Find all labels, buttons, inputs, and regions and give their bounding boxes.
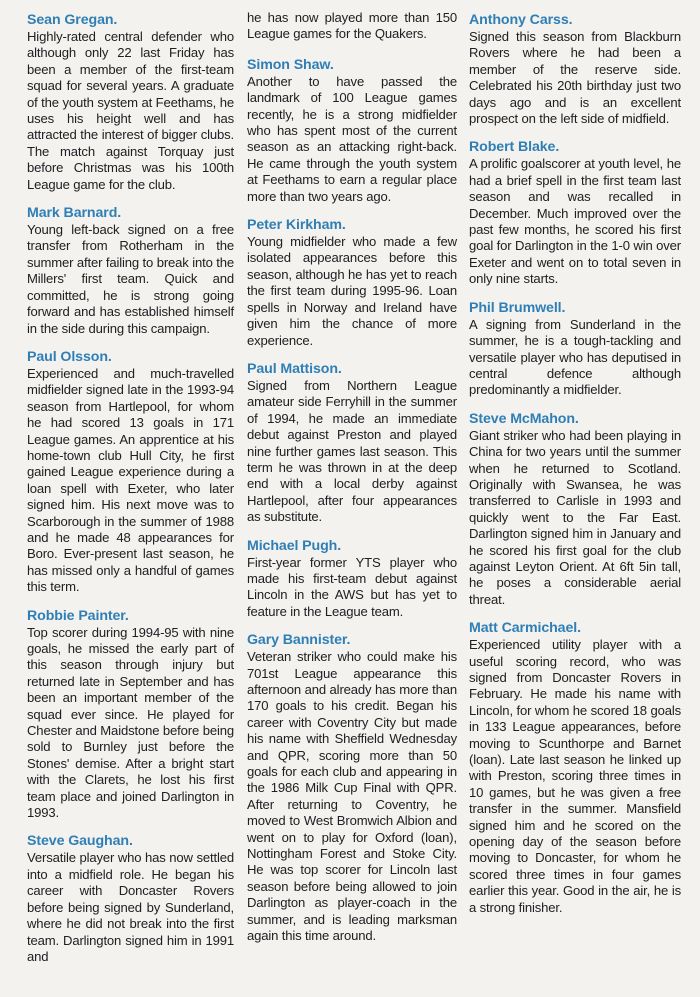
player-name: Peter Kirkham.	[247, 217, 346, 234]
player-name: Sean Gregan.	[27, 12, 118, 28]
player-entry-paul-olsson	[27, 349, 234, 596]
player-name: Robbie Painter.	[27, 607, 129, 624]
player-bio: Experienced utility player with a useful scoring record, who was signed from Doncaster Rovers in February. He made his name with Lincoln, for whom he scored 18 goals in 133 League appearances, before moving to Scunthorpe and Barnet (loan). Late last season he linked up with Preston, scoring three times in 10 games, but he was given a free transfer in the summer. Mansfield signed him and he scored on the opening day of the season before moving to Doncaster, for whom he scored three times in four games earlier this year. Good in the air, he is a strong finisher.	[469, 637, 681, 915]
column-3	[469, 12, 681, 928]
player-entry-peter-kirkham	[247, 217, 457, 349]
player-entry-steve-mcmahon	[469, 411, 681, 608]
player-name: Phil Brumwell.	[469, 299, 566, 316]
player-entry-sean-gregan	[27, 12, 234, 193]
player-name: Paul Olsson.	[27, 348, 112, 365]
player-name: Anthony Carss.	[469, 12, 573, 28]
player-bio-continued: he has now played more than 150 League games for the Quakers.	[247, 10, 457, 42]
player-entry-anthony-carss	[469, 12, 681, 127]
player-entry-mark-barnard	[27, 205, 234, 337]
column-2	[247, 12, 457, 957]
player-name: Steve Gaughan.	[27, 833, 133, 850]
player-entry-simon-shaw	[247, 57, 457, 205]
player-name: Michael Pugh.	[247, 537, 342, 554]
player-bio: Young midfielder who made a few isolated appearances before this season, although he has yet to reach the first team during 1995-96. Loan spells in Norway and Ireland have given him the chance of more experience.	[247, 234, 457, 348]
player-name: Mark Barnard.	[27, 205, 122, 222]
player-bio: Veteran striker who could make his 701st League appearance this afternoon and already has more than 170 goals to his credit. Began his career with Coventry City but made his name with Sheffield Wednesday and QPR, scoring more than 50 goals for each club and appearing in the 1986 Milk Cup Final with QPR. After returning to Coventry, he moved to West Bromwich Albion and went on to play for Oxford (loan), Nottingham Forest and Stoke City. He was top scorer for Lincoln last season before being allowed to join Darlington as player-coach in the summer, and is leading marksman again this time around.	[247, 649, 457, 944]
player-name: Paul Mattison.	[247, 360, 342, 377]
column-1	[27, 12, 234, 977]
player-bio: A signing from Sunderland in the summer, he is a tough-tackling and versatile player who has deputised in central defence although predominantly a midfielder.	[469, 316, 681, 398]
player-entry-steve-gaughan	[27, 833, 234, 965]
player-bio: Signed from Northern League amateur side Ferryhill in the summer of 1994, he made an immediate debut against Preston and played nine further games last season. This term he was thrown in at the deep end with a local derby against Hartlepool, after four appearances as substitute.	[247, 377, 457, 525]
player-bio: Signed this season from Blackburn Rovers where he had been a member of the reserve side. Celebrated his 20th birthday just two days ago and is an excellent prospect on the left side of midfield.	[469, 29, 681, 127]
player-bio: Top scorer during 1994-95 with nine goals, he missed the early part of this season through injury but returned late in September and has been an important member of the squad ever since. He played for Chester and Maidstone before being sold to Burnley just before the Stones' demise. After a bright start with the Clarets, he lost his first team place and joined Darlington in 1993.	[27, 624, 234, 821]
player-entry-continued	[247, 10, 457, 43]
player-entry-matt-carmichael	[469, 620, 681, 916]
player-bio: Another to have passed the landmark of 100 League games recently, he is a strong midfielder who has spent most of the current season as an attacking right-back. He came through the youth system at Feethams to earn a regular place more than two years ago.	[247, 73, 457, 204]
player-bio: Giant striker who had been playing in China for two years until the summer when he returned to Scotland. Originally with Swansea, he was transferred to Carlisle in 1993 and quickly went to the Far East. Darlington signed him in January and he scored his first goal for the club against Leyton Orient. At 6ft 5in tall, he poses a considerable aerial threat.	[469, 427, 681, 607]
player-bio: Highly-rated central defender who although only 22 last Friday has been a member of the first-team squad for several years. A graduate of the youth system at Feethams, he uses his height well and has attracted the interest of bigger clubs. The match against Torquay just before Christmas was his 100th League game for the club.	[27, 29, 234, 192]
player-bio: First-year former YTS player who made his first-team debut against Lincoln in the AWS but has yet to feature in the League team.	[247, 554, 457, 619]
player-name: Gary Bannister.	[247, 632, 351, 649]
player-entry-gary-bannister	[247, 632, 457, 944]
player-name: Matt Carmichael.	[469, 620, 581, 637]
player-entry-paul-mattison	[247, 361, 457, 526]
player-entry-michael-pugh	[247, 538, 457, 621]
player-name: Steve McMahon.	[469, 410, 579, 427]
player-name: Robert Blake.	[469, 139, 560, 156]
player-name: Simon Shaw.	[247, 56, 334, 73]
player-bio: Versatile player who has now settled into a midfield role. He began his career with Doncaster Rovers before being signed by Sunderland, where he did not break into the first team. Darlington signed him in 1991 and	[27, 850, 234, 964]
player-bio: A prolific goalscorer at youth level, he had a brief spell in the first team last season and was recalled in December. Much improved over the past few months, he scored his first goal for Darlington in the 1-0 win over Exeter and went on to total seven in only nine starts.	[469, 156, 681, 287]
player-entry-robbie-painter	[27, 608, 234, 822]
player-entry-phil-brumwell	[469, 300, 681, 399]
player-entry-robert-blake	[469, 139, 681, 287]
player-bio: Young left-back signed on a free transfer from Rotherham in the summer after failing to break into the Millers' first team. Quick and committed, he is strong going forward and has established himself in the side during this campaign.	[27, 222, 234, 336]
player-bio: Experienced and much-travelled midfielder signed late in the 1993-94 season from Hartlepool, for whom he had scored 13 goals in 171 League games. An apprentice at his home-town club Hull City, he first gained League experience during a loan spell with Exeter, who later signed him. His next move was to Scarborough in the summer of 1988 and he made 48 appearances for Boro. Ever-present last season, he has missed only a handful of games this term.	[27, 365, 234, 595]
